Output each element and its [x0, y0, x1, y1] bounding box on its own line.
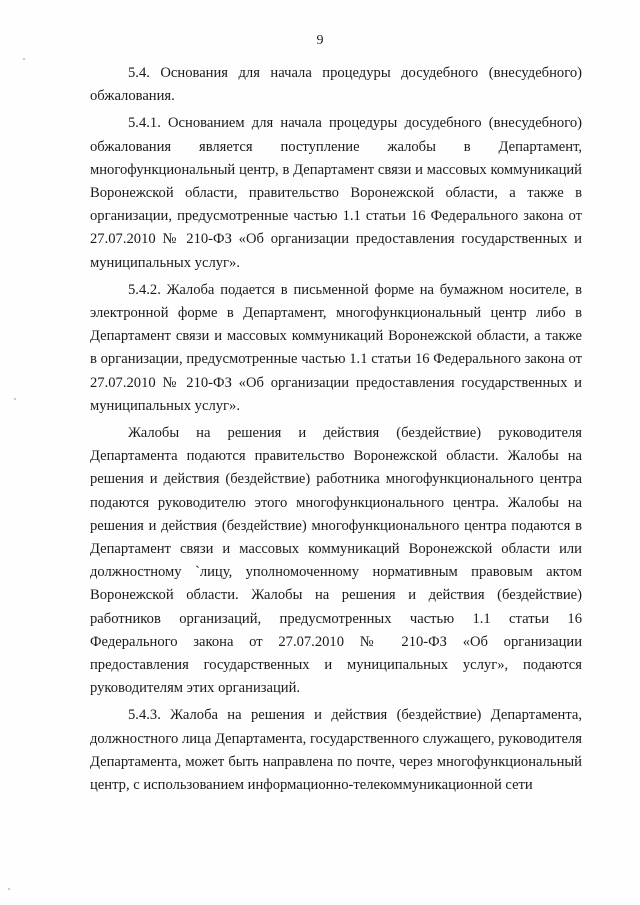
paragraph-5-4: 5.4. Основания для начала процедуры досудебного (внесудебного) обжалования. — [90, 65, 582, 105]
scan-speck — [23, 58, 25, 60]
paragraph-5-4-3: 5.4.3. Жалоба на решения и действия (бездействие) Департамента, должностного лица Департамента, государственного служащего, руководителя Департамента, может быть направлена по почте, через многофункциональный центр, с использованием информационно-телекоммуникационной сети — [90, 707, 582, 794]
document-body — [90, 62, 582, 797]
scan-speck — [14, 398, 16, 400]
paragraph-complaints: Жалобы на решения и действия (бездействие) руководителя Департамента подаются правительство Воронежской области. Жалобы на решения и действия (бездействие) работника многофункционального центра подаются руководителю этого многофункционального центра. Жалобы на решения и действия (бездействие) многофункционального центра подаются в Департамент связи и массовых коммуникаций Воронежской области или должностному `лицу, уполномоченному нормативным правовым актом Воронежской области. Жалобы на решения и действия (бездействие) работников организаций, предусмотренных частью 1.1 статьи 16 Федерального закона от 27.07.2010 № 210-ФЗ «Об организации предоставления государственных и муниципальных услуг», подаются руководителям этих организаций. — [90, 425, 582, 697]
paragraph-5-4-2: 5.4.2. Жалоба подается в письменной форме на бумажном носителе, в электронной форме в Департамент, многофункциональный центр либо в Департамент связи и массовых коммуникаций Воронежской области, а также в организации, предусмотренные частью 1.1 статьи 16 Федерального закона от 27.07.2010 № 210-ФЗ «Об организации предоставления государственных и муниципальных услуг». — [90, 281, 582, 414]
page-number: 9 — [316, 33, 324, 48]
paragraph-5-4-1: 5.4.1. Основанием для начала процедуры досудебного (внесудебного) обжалования является поступление жалобы в Департамент, многофункциональный центр, в Департамент связи и массовых коммуникаций Воронежской области, правительство Воронежской области, а также в организации, предусмотренные частью 1.1 статьи 16 Федерального закона от 27.07.2010 № 210-ФЗ «Об организации предоставления государственных и муниципальных услуг». — [90, 115, 582, 271]
scan-speck — [8, 888, 10, 890]
